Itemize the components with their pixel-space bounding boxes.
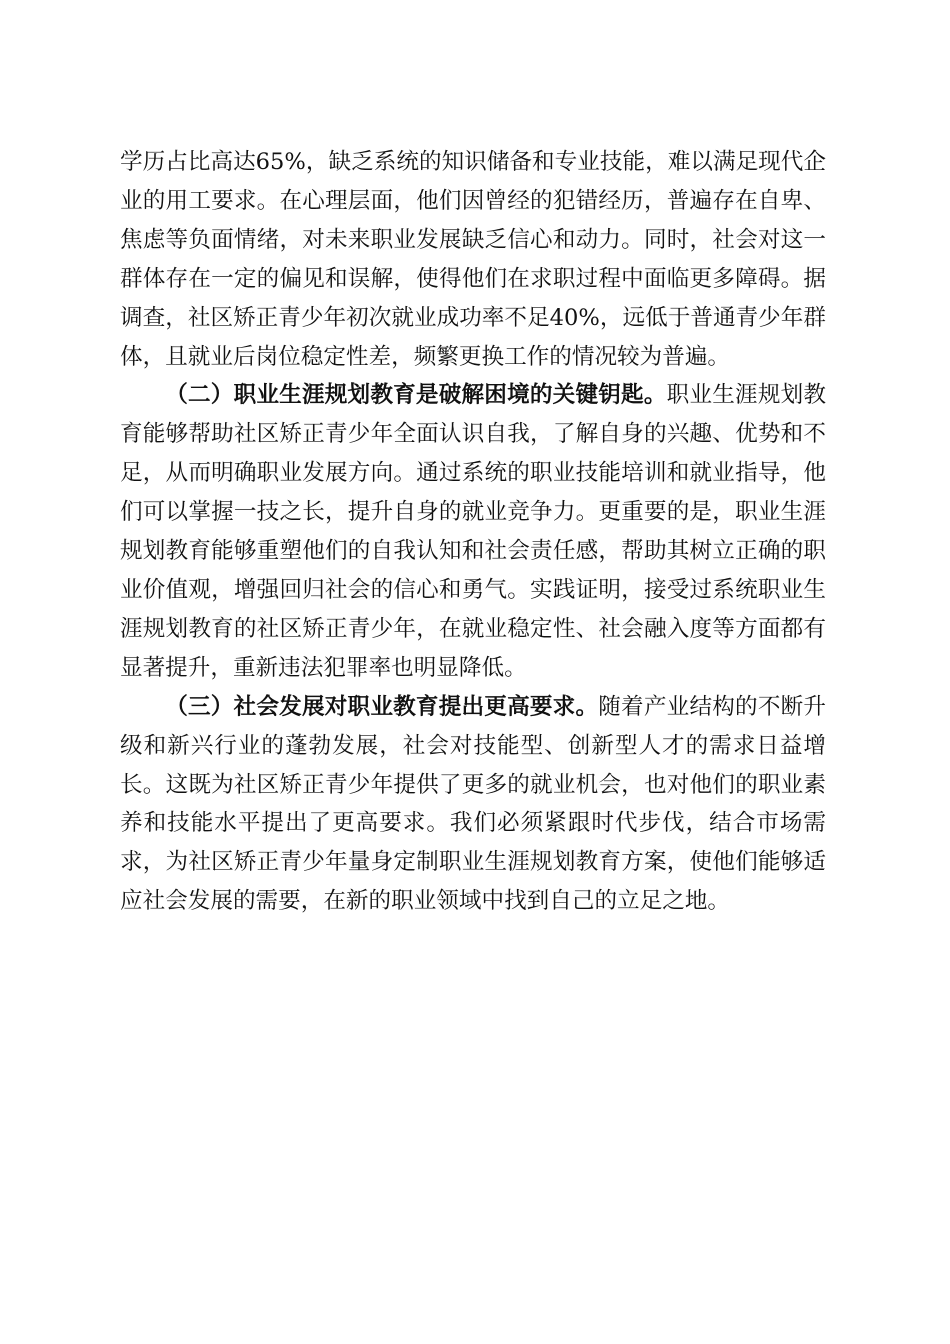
section-heading-three: （三）社会发展对职业教育提出更高要求。 xyxy=(165,693,599,720)
paragraph-continuation xyxy=(120,143,826,376)
section-heading-two: （二）职业生涯规划教育是破解困境的关键钥匙。 xyxy=(165,382,667,409)
paragraph-section-two xyxy=(120,376,826,687)
paragraph-text: 随着产业结构的不断升级和新兴行业的蓬勃发展，社会对技能型、创新型人才的需求日益增长。这既为社区矫正青少年提供了更多的就业机会，也对他们的职业素养和技能水平提出了更高要求。我们必须紧跟时代步伐，结合市场需求，为社区矫正青少年量身定制职业生涯规划教育方案，使他们能够适应社会发展的需要，在新的职业领域中找到自己的立足之地。 xyxy=(120,693,827,915)
paragraph-text: 学历占比高达65%，缺乏系统的知识储备和专业技能，难以满足现代企业的用工要求。在心理层面，他们因曾经的犯错经历，普遍存在自卑、焦虑等负面情绪，对未来职业发展缺乏信心和动力。同时，社会对这一群体存在一定的偏见和误解，使得他们在求职过程中面临更多障碍。据调查，社区矫正青少年初次就业成功率不足40%，远低于普通青少年群体，且就业后岗位稳定性差，频繁更换工作的情况较为普遍。 xyxy=(120,149,826,370)
paragraph-text: 职业生涯规划教育能够帮助社区矫正青少年全面认识自我，了解自身的兴趣、优势和不足，从而明确职业发展方向。通过系统的职业技能培训和就业指导，他们可以掌握一技之长，提升自身的就业竞争力。更重要的是，职业生涯规划教育能够重塑他们的自我认知和社会责任感，帮助其树立正确的职业价值观，增强回归社会的信心和勇气。实践证明，接受过系统职业生涯规划教育的社区矫正青少年，在就业稳定性、社会融入度等方面都有显著提升，重新违法犯罪率也明显降低。 xyxy=(120,382,827,681)
paragraph-section-three xyxy=(120,688,826,921)
document-page xyxy=(120,143,826,921)
